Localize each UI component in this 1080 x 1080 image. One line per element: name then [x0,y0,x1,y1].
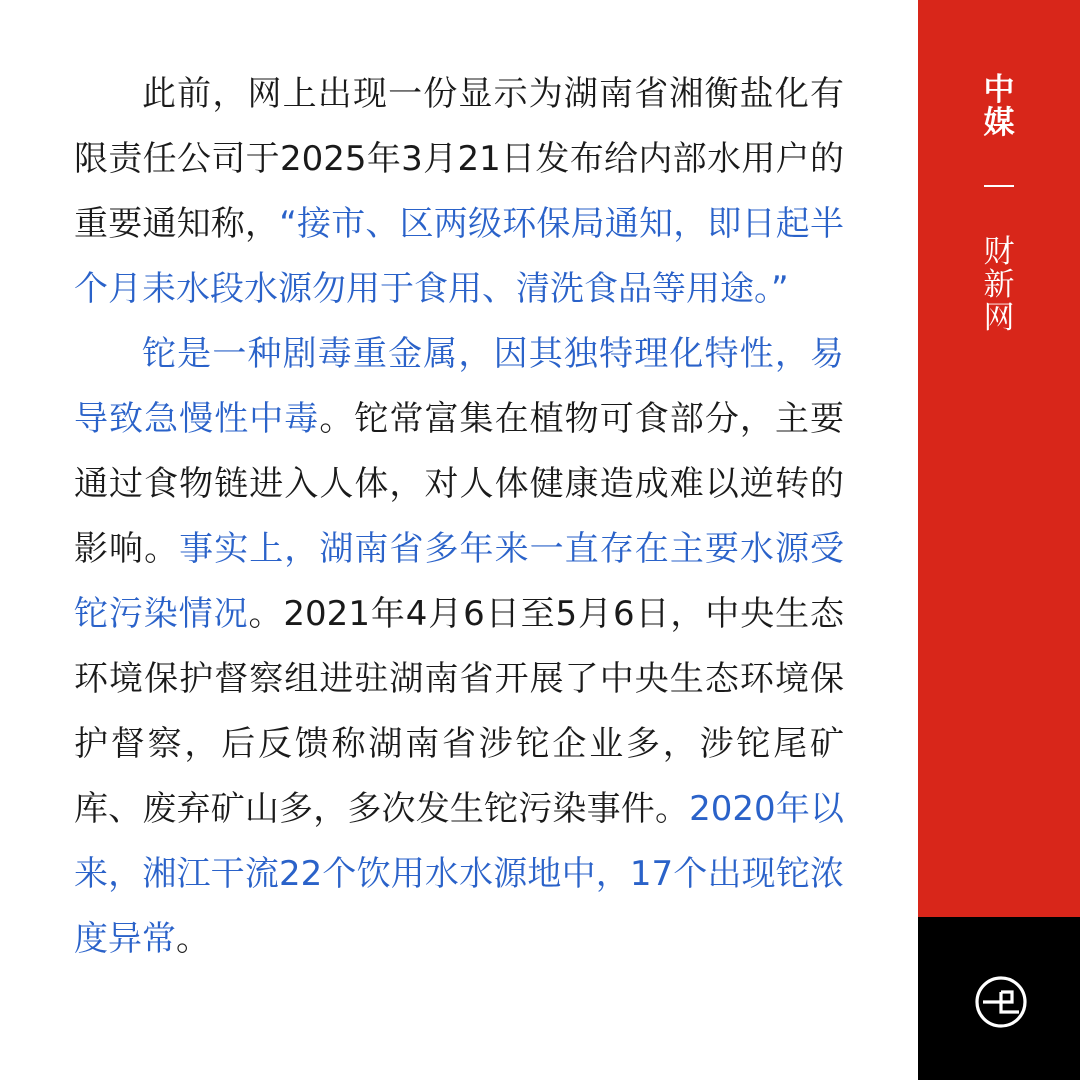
sidebar-divider [984,185,1014,187]
body-text: 。 [176,919,210,959]
body-text: 。铊常富集在植物可食部分，主要通过食物链进入人体，对人体健康造成难以逆转的影响。 [74,399,845,569]
highlighted-text: “接市、区两级环保局通知，即日起半个月耒水段水源勿用于食用、清洗食品等用途。” [74,204,844,309]
column-char: 媒 [983,105,1015,141]
sidebar-footer [918,917,1080,1080]
body-text: 。2021年4月6日至5月6日，中央生态环境保护督察组进驻湖南省开展了中央生态环境保护督察，后反馈称湖南省涉铊企业多，涉铊尾矿库、废弃矿山多，多次发生铊污染事件。 [74,594,844,829]
highlighted-text: 事实上，湖南省多年来一直存在主要水源受铊污染情况 [74,529,845,634]
source-char: 网 [983,300,1015,336]
sidebar-red-panel [918,0,1080,917]
article-body [74,62,844,972]
highlighted-text: 2020年以来，湘江干流22个饮用水水源地中，17个出现铊浓度异常 [74,789,844,959]
highlighted-text: 铊是一种剧毒重金属，因其独特理化特性，易导致急慢性中毒 [74,334,844,439]
column-char: 中 [983,72,1015,108]
article-paragraph [74,322,844,972]
source-char: 新 [983,267,1015,303]
body-text: 此前，网上出现一份显示为湖南省湘衡盐化有限责任公司于2025年3月21日发布给内部水用户的重要通知称， [74,74,844,244]
article-paragraph [74,62,844,322]
column-label [918,74,1080,140]
source-label [918,236,1080,335]
caixin-logo-icon [974,975,1028,1029]
source-char: 财 [983,234,1015,270]
